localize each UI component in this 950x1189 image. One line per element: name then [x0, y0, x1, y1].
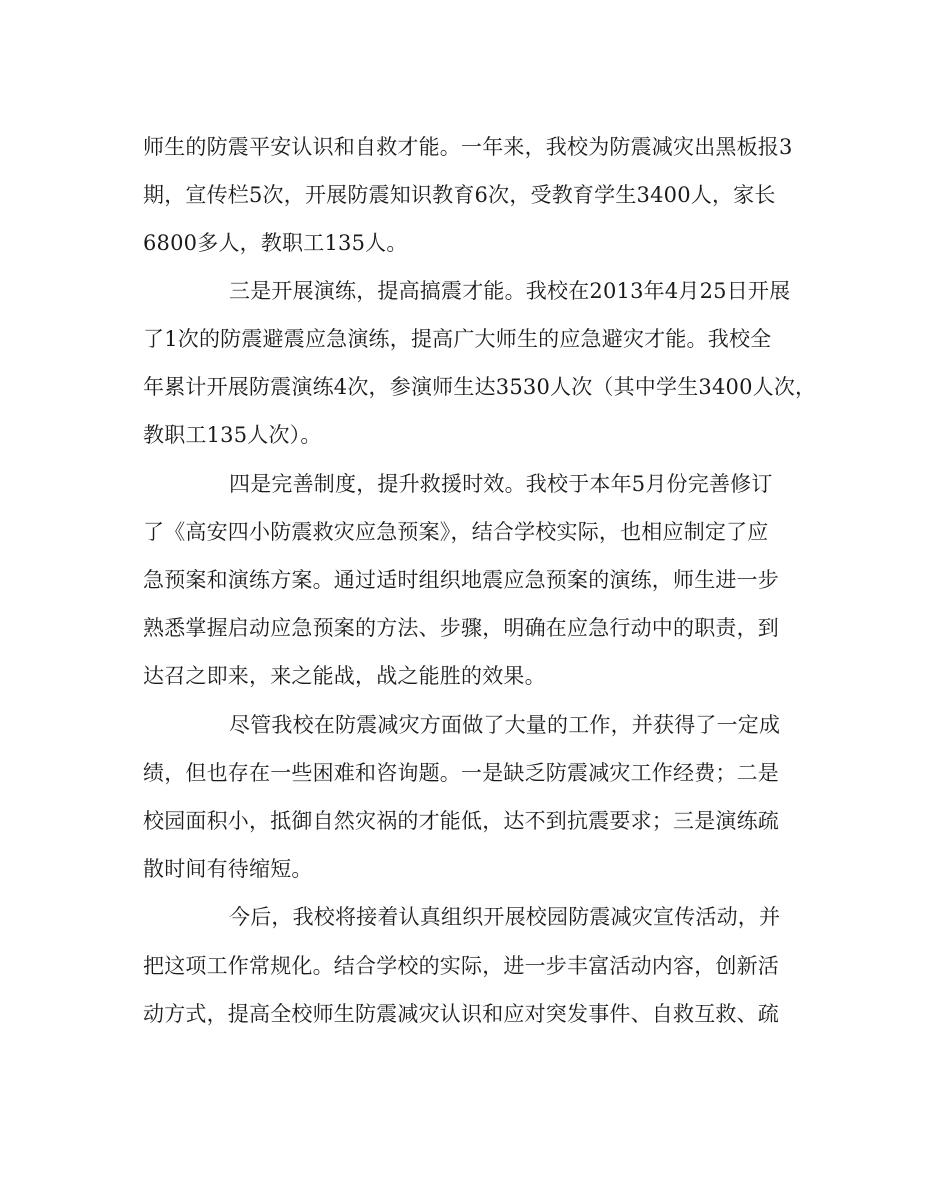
text-line: 把这项工作常规化。结合学校的实际，进一步丰富活动内容，创新活: [143, 954, 779, 978]
text-line: 动方式，提高全校师生防震减灾认识和应对突发事件、自救互救、疏: [143, 1002, 779, 1026]
text-line: 散时间有待缩短。: [143, 857, 313, 881]
text-line: 了《高安四小防震救灾应急预案》，结合学校实际，也相应制定了应: [143, 520, 769, 544]
paragraph-start-line: 尽管我校在防震减灾方面做了大量的工作，并获得了一定成: [229, 713, 781, 737]
text-line: 熟悉掌握启动应急预案的方法、步骤，明确在应急行动中的职责，到: [143, 616, 779, 640]
text-line: 教职工135人次）。: [143, 423, 322, 447]
paragraph-start-line: 四是完善制度，提升救援时效。我校于本年5月份完善修订: [229, 472, 773, 496]
text-line: 师生的防震平安认识和自救才能。一年来，我校为防震减灾出黑板报3: [143, 135, 793, 159]
text-line: 达召之即来，来之能战，战之能胜的效果。: [143, 664, 546, 688]
text-line: 了1次的防震避震应急演练，提高广大师生的应急避灾才能。我校全: [143, 327, 772, 351]
text-line: 急预案和演练方案。通过适时组织地震应急预案的演练，师生进一步: [143, 568, 779, 592]
paragraph-start-line: 三是开展演练，提高搞震才能。我校在2013年4月25日开展: [229, 279, 791, 303]
text-line: 期，宣传栏5次，开展防震知识教育6次，受教育学生3400人，家长: [143, 183, 776, 207]
text-line: 校园面积小，抵御自然灾祸的才能低，达不到抗震要求；三是演练疏: [143, 809, 779, 833]
paragraph-start-line: 今后，我校将接着认真组织开展校园防震减灾宣传活动，并: [229, 905, 781, 929]
text-line: 绩，但也存在一些困难和咨询题。一是缺乏防震减灾工作经费；二是: [143, 761, 779, 785]
text-line: 6800多人，教职工135人。: [143, 231, 408, 255]
text-line: 年累计开展防震演练4次，参演师生达3530人次（其中学生3400人次，: [143, 375, 817, 399]
